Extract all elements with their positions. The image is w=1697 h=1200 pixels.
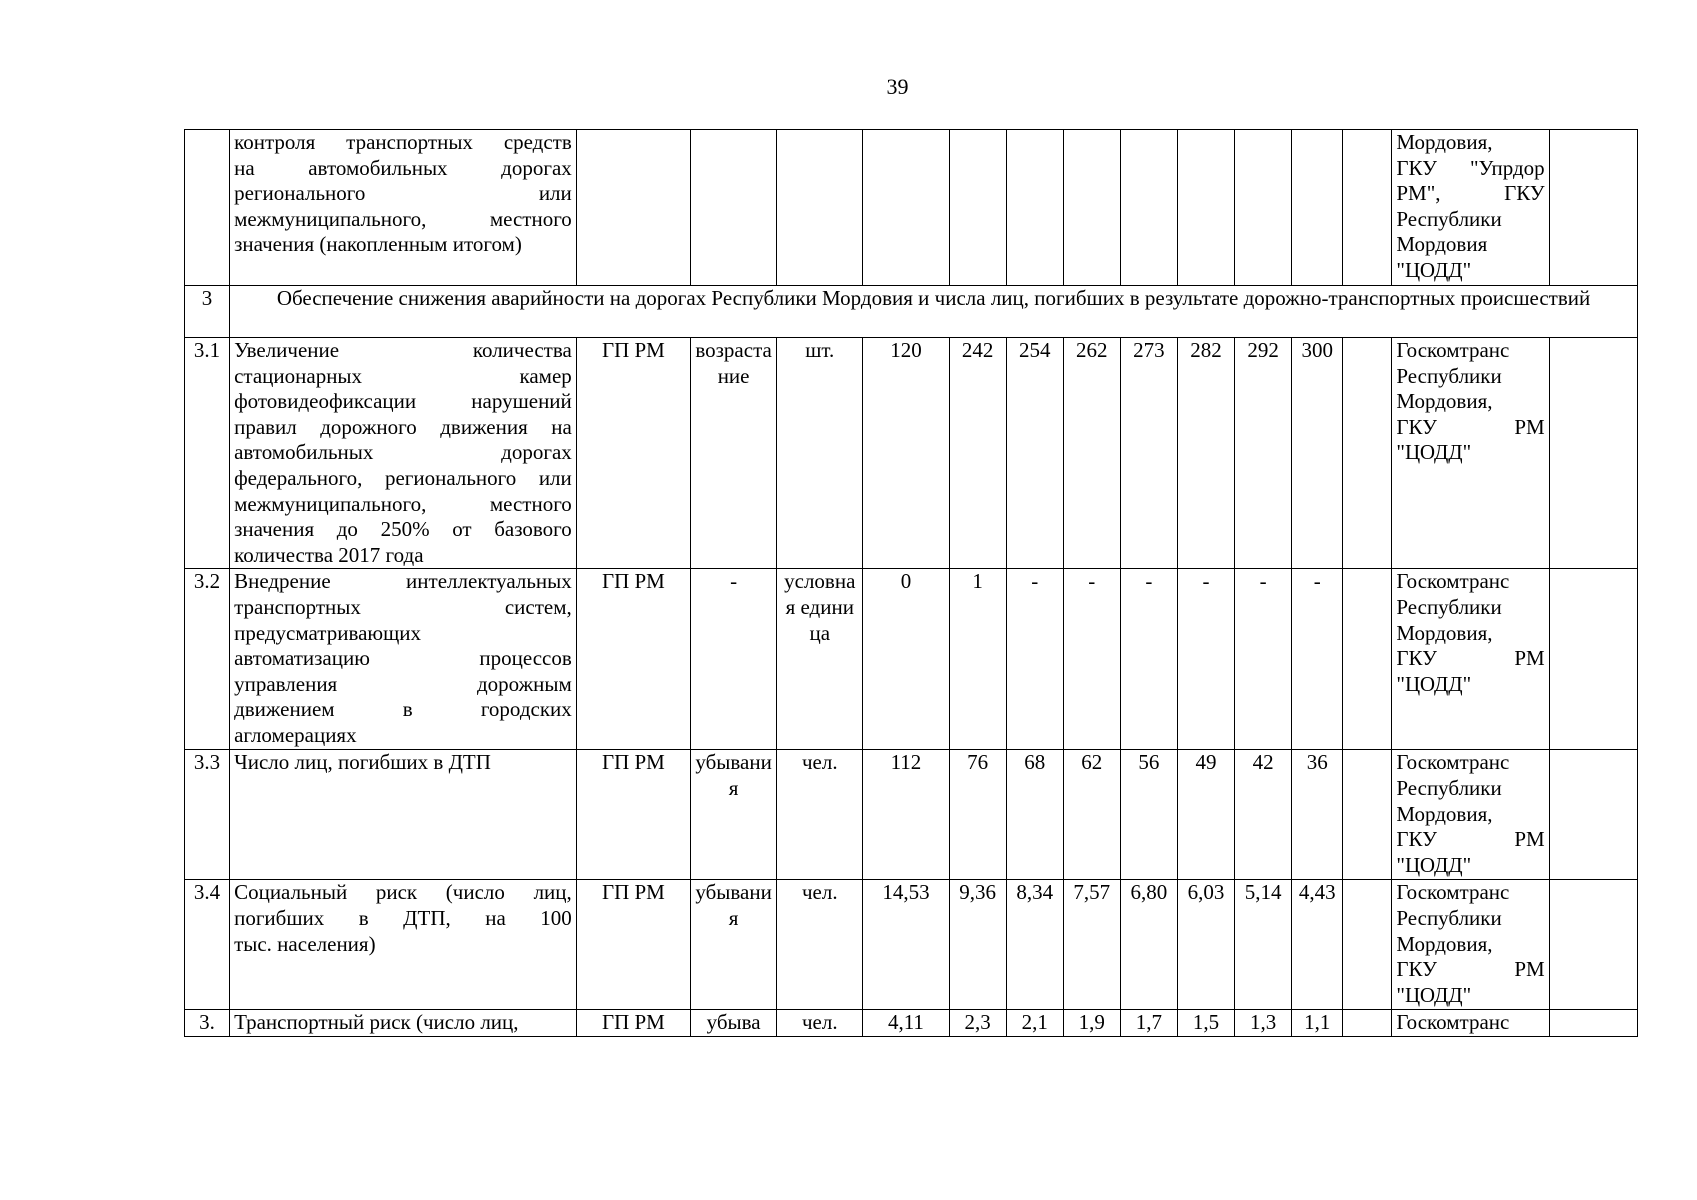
row-number: 3.2 bbox=[185, 569, 230, 750]
responsible-line: Мордовия, bbox=[1396, 389, 1493, 414]
value-cell: 49 bbox=[1177, 750, 1234, 880]
value-cell bbox=[1343, 750, 1392, 880]
value-cell: 254 bbox=[1006, 338, 1063, 569]
empty-cell bbox=[1549, 1010, 1637, 1037]
table-row bbox=[185, 338, 1638, 569]
responsible-line: "ЦОДД" bbox=[1396, 257, 1472, 282]
responsible-line: ГКУ РМ bbox=[1396, 957, 1545, 982]
indicator-name bbox=[230, 569, 577, 750]
value-cell: - bbox=[1292, 569, 1343, 750]
table-row bbox=[185, 750, 1638, 880]
indicator-name bbox=[230, 750, 577, 880]
value-cell: 262 bbox=[1063, 338, 1120, 569]
source-cell: ГП РМ bbox=[576, 1010, 690, 1037]
value-cell: 1,3 bbox=[1235, 1010, 1292, 1037]
value-cell: 56 bbox=[1120, 750, 1177, 880]
indicator-name bbox=[230, 1010, 577, 1037]
unit-cell: чел. bbox=[777, 750, 863, 880]
responsible-cell bbox=[1392, 880, 1549, 1010]
value-cell: 68 bbox=[1006, 750, 1063, 880]
indicator-name-line: предусматривающих bbox=[234, 620, 422, 645]
table-row bbox=[185, 130, 1638, 286]
value-cell bbox=[863, 130, 949, 286]
responsible-line: "ЦОДД" bbox=[1396, 440, 1472, 465]
value-cell: 242 bbox=[949, 338, 1006, 569]
value-cell bbox=[1343, 338, 1392, 569]
value-cell bbox=[1235, 130, 1292, 286]
value-cell: 7,57 bbox=[1063, 880, 1120, 1010]
indicator-name-line: межмуниципального, местного bbox=[234, 491, 572, 516]
responsible-line: Республики bbox=[1396, 775, 1502, 800]
indicator-name-line: фотовидеофиксации нарушений bbox=[234, 389, 572, 414]
value-cell: - bbox=[1235, 569, 1292, 750]
page-number: 39 bbox=[886, 74, 909, 99]
responsible-cell bbox=[1392, 130, 1549, 286]
responsible-line: Госкомтранс bbox=[1396, 750, 1510, 775]
value-cell: 273 bbox=[1120, 338, 1177, 569]
indicator-name-line: управления дорожным bbox=[234, 671, 572, 696]
value-cell: 76 bbox=[949, 750, 1006, 880]
value-cell bbox=[1063, 130, 1120, 286]
value-cell: 1,5 bbox=[1177, 1010, 1234, 1037]
value-cell: 112 bbox=[863, 750, 949, 880]
value-cell: 300 bbox=[1292, 338, 1343, 569]
indicator-name-line: погибших в ДТП, на 100 bbox=[234, 905, 572, 930]
value-cell: 1 bbox=[949, 569, 1006, 750]
indicator-name-line: автоматизацию процессов bbox=[234, 646, 572, 671]
value-cell: 4,43 bbox=[1292, 880, 1343, 1010]
responsible-line: "ЦОДД" bbox=[1396, 671, 1472, 696]
responsible-line: РМ", ГКУ bbox=[1396, 181, 1545, 206]
trend-cell: возрастание bbox=[691, 338, 777, 569]
responsible-line: Республики bbox=[1396, 594, 1502, 619]
source-cell: ГП РМ bbox=[576, 750, 690, 880]
responsible-line: ГКУ "Упрдор bbox=[1396, 155, 1545, 180]
value-cell: 9,36 bbox=[949, 880, 1006, 1010]
value-cell: 6,80 bbox=[1120, 880, 1177, 1010]
indicator-name-line: Внедрение интеллектуальных bbox=[234, 569, 572, 594]
indicator-name-line: Увеличение количества bbox=[234, 338, 572, 362]
indicator-name-line: регионального или bbox=[234, 181, 572, 206]
responsible-line: Госкомтранс bbox=[1396, 1010, 1510, 1035]
responsible-cell bbox=[1392, 1010, 1549, 1037]
unit-cell: условная единица bbox=[777, 569, 863, 750]
value-cell: 2,3 bbox=[949, 1010, 1006, 1037]
value-cell: 4,11 bbox=[863, 1010, 949, 1037]
value-cell: - bbox=[1177, 569, 1234, 750]
responsible-line: ГКУ РМ bbox=[1396, 827, 1545, 852]
responsible-cell bbox=[1392, 338, 1549, 569]
responsible-line: Мордовия, bbox=[1396, 801, 1493, 826]
unit-cell: чел. bbox=[777, 880, 863, 1010]
value-cell bbox=[1292, 130, 1343, 286]
row-number: 3. bbox=[185, 1010, 230, 1037]
unit-cell: чел. bbox=[777, 1010, 863, 1037]
value-cell: 292 bbox=[1235, 338, 1292, 569]
responsible-line: "ЦОДД" bbox=[1396, 982, 1472, 1007]
unit-cell: шт. bbox=[777, 338, 863, 569]
indicator-name-line: значения до 250% от базового bbox=[234, 517, 572, 542]
value-cell bbox=[1120, 130, 1177, 286]
value-cell: 2,1 bbox=[1006, 1010, 1063, 1037]
value-cell bbox=[1343, 569, 1392, 750]
responsible-line: Мордовия, bbox=[1396, 130, 1493, 154]
empty-cell bbox=[1549, 880, 1637, 1010]
indicator-name bbox=[230, 130, 577, 286]
value-cell: 1,9 bbox=[1063, 1010, 1120, 1037]
trend-cell bbox=[691, 130, 777, 286]
indicator-name-line: тыс. населения) bbox=[234, 931, 376, 956]
value-cell: 6,03 bbox=[1177, 880, 1234, 1010]
empty-cell bbox=[1549, 130, 1637, 286]
table-row bbox=[185, 569, 1638, 750]
responsible-line: Мордовия, bbox=[1396, 620, 1493, 645]
responsible-line: ГКУ РМ bbox=[1396, 414, 1545, 439]
source-cell: ГП РМ bbox=[576, 338, 690, 569]
value-cell: 36 bbox=[1292, 750, 1343, 880]
value-cell: 14,53 bbox=[863, 880, 949, 1010]
value-cell: 120 bbox=[863, 338, 949, 569]
trend-cell: убывания bbox=[691, 880, 777, 1010]
responsible-line: Мордовия bbox=[1396, 232, 1488, 257]
value-cell: - bbox=[1063, 569, 1120, 750]
indicator-name-line: агломерациях bbox=[234, 722, 357, 747]
value-cell: 0 bbox=[863, 569, 949, 750]
value-cell bbox=[1006, 130, 1063, 286]
responsible-line: Республики bbox=[1396, 363, 1502, 388]
indicator-name bbox=[230, 338, 577, 569]
indicator-name-line: федерального, регионального или bbox=[234, 465, 572, 490]
responsible-line: Республики bbox=[1396, 905, 1502, 930]
value-cell: 62 bbox=[1063, 750, 1120, 880]
responsible-line: Госкомтранс bbox=[1396, 880, 1510, 905]
indicator-name-line: транспортных систем, bbox=[234, 594, 572, 619]
responsible-line: Госкомтранс bbox=[1396, 569, 1510, 594]
source-cell bbox=[576, 130, 690, 286]
responsible-line: ГКУ РМ bbox=[1396, 646, 1545, 671]
value-cell: 8,34 bbox=[1006, 880, 1063, 1010]
indicator-name-line: Транспортный риск (число лиц, bbox=[234, 1010, 519, 1035]
responsible-line: "ЦОДД" bbox=[1396, 852, 1472, 877]
responsible-line: Госкомтранс bbox=[1396, 338, 1510, 362]
row-number: 3.4 bbox=[185, 880, 230, 1010]
trend-cell: убыва bbox=[691, 1010, 777, 1037]
table-row bbox=[185, 880, 1638, 1010]
value-cell bbox=[1343, 880, 1392, 1010]
responsible-cell bbox=[1392, 750, 1549, 880]
value-cell: 5,14 bbox=[1235, 880, 1292, 1010]
value-cell bbox=[1343, 1010, 1392, 1037]
value-cell: 42 bbox=[1235, 750, 1292, 880]
row-number: 3.3 bbox=[185, 750, 230, 880]
indicator-name-line: правил дорожного движения на bbox=[234, 414, 572, 439]
indicator-name-line: движением в городских bbox=[234, 697, 572, 722]
indicators-table bbox=[184, 129, 1638, 1037]
value-cell: - bbox=[1120, 569, 1177, 750]
empty-cell bbox=[1549, 750, 1637, 880]
row-number: 3 bbox=[185, 286, 230, 338]
indicator-name-line: значения (накопленным итогом) bbox=[234, 232, 522, 257]
indicator-name-line: на автомобильных дорогах bbox=[234, 155, 572, 180]
value-cell: 1,1 bbox=[1292, 1010, 1343, 1037]
indicator-name-line: Социальный риск (число лиц, bbox=[234, 880, 572, 905]
indicator-name-line: автомобильных дорогах bbox=[234, 440, 572, 465]
empty-cell bbox=[1549, 569, 1637, 750]
value-cell bbox=[1343, 130, 1392, 286]
empty-cell bbox=[1549, 338, 1637, 569]
unit-cell bbox=[777, 130, 863, 286]
responsible-cell bbox=[1392, 569, 1549, 750]
indicator-name bbox=[230, 880, 577, 1010]
responsible-line: Мордовия, bbox=[1396, 931, 1493, 956]
value-cell bbox=[1177, 130, 1234, 286]
indicator-name-line: стационарных камер bbox=[234, 363, 572, 388]
value-cell: - bbox=[1006, 569, 1063, 750]
source-cell: ГП РМ bbox=[576, 880, 690, 1010]
value-cell bbox=[949, 130, 1006, 286]
section-title: Обеспечение снижения аварийности на дорогах Республики Мордовия и числа лиц, погибших в результате дорожно-транспортных происшествий bbox=[230, 286, 1638, 338]
row-number: 3.1 bbox=[185, 338, 230, 569]
value-cell: 282 bbox=[1177, 338, 1234, 569]
indicator-name-line: Число лиц, погибших в ДТП bbox=[234, 750, 491, 775]
table-row bbox=[185, 1010, 1638, 1037]
value-cell: 1,7 bbox=[1120, 1010, 1177, 1037]
source-cell: ГП РМ bbox=[576, 569, 690, 750]
table-row bbox=[185, 286, 1638, 338]
responsible-line: Республики bbox=[1396, 206, 1502, 231]
indicator-name-line: количества 2017 года bbox=[234, 542, 424, 567]
row-number bbox=[185, 130, 230, 286]
trend-cell: - bbox=[691, 569, 777, 750]
trend-cell: убывания bbox=[691, 750, 777, 880]
indicator-name-line: контроля транспортных средств bbox=[234, 130, 572, 154]
indicator-name-line: межмуниципального, местного bbox=[234, 206, 572, 231]
